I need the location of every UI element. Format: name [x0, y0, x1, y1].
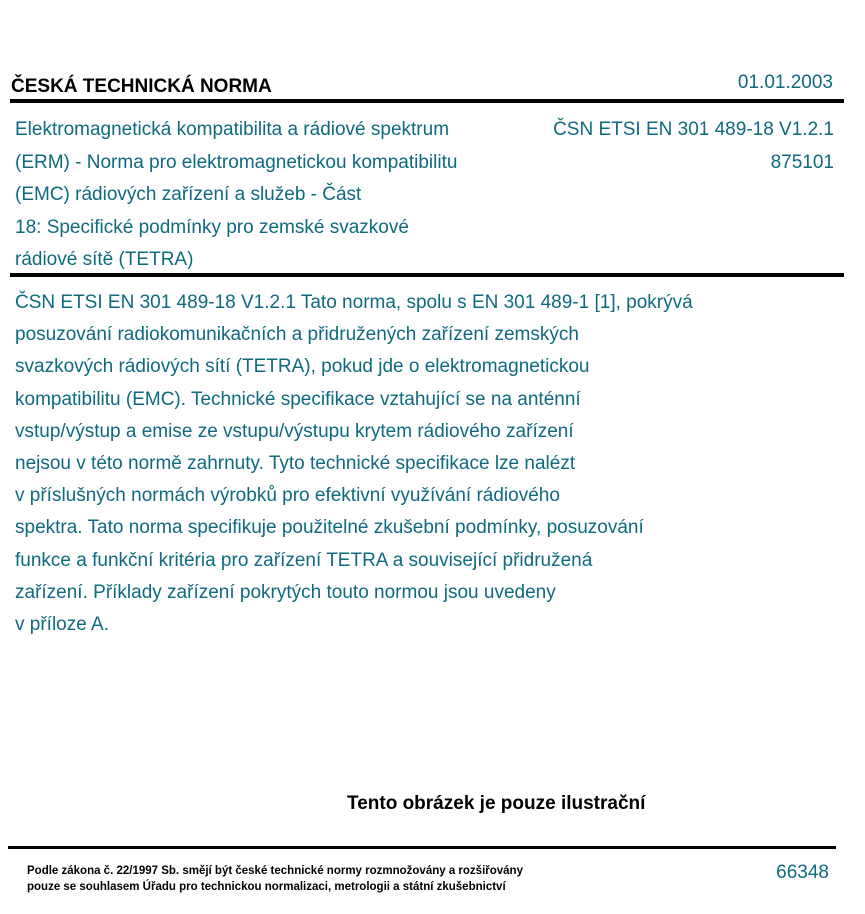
- standard-designation: ČSN ETSI EN 301 489-18 V1.2.1: [553, 119, 834, 140]
- legal-notice-line: Podle zákona č. 22/1997 Sb. smějí být české technické normy rozmnožovány a rozšiřovány: [27, 865, 523, 877]
- abstract-line: kompatibilitu (EMC). Technické specifikace vztahující se na anténní: [15, 388, 581, 410]
- abstract-line: funkce a funkční kritéria pro zařízení TETRA a související přidružená: [15, 549, 593, 571]
- legal-notice-line: pouze se souhlasem Úřadu pro technickou normalizaci, metrologii a státní zkušebnictví: [27, 881, 506, 893]
- standard-identifiers: [553, 114, 834, 179]
- abstract-line: vstup/výstup a emise ze vstupu/výstupu krytem rádiového zařízení: [15, 420, 574, 442]
- abstract-line: v příslušných normách výrobků pro efektivní využívání rádiového: [15, 485, 560, 507]
- abstract-line: v příloze A.: [15, 614, 109, 636]
- footer-divider: [8, 846, 836, 849]
- standard-title-line: (ERM) - Norma pro elektromagnetickou kompatibilitu: [15, 151, 458, 173]
- standard-title-line: rádiové sítě (TETRA): [15, 249, 194, 270]
- header-divider: [10, 99, 844, 103]
- standard-title-line: 18: Specifické podmínky pro zemské svazkové: [15, 216, 409, 238]
- catalog-number: 66348: [776, 862, 829, 883]
- classification-number: 875101: [770, 151, 834, 173]
- abstract-line: ČSN ETSI EN 301 489-18 V1.2.1 Tato norma, spolu s EN 301 489-1 [1], pokrývá: [15, 292, 693, 313]
- abstract-line: zařízení. Příklady zařízení pokrytých touto normou jsou uvedeny: [15, 581, 556, 603]
- illustration-disclaimer: Tento obrázek je pouze ilustrační: [347, 793, 646, 814]
- abstract-line: svazkových rádiových sítí (TETRA), pokud jde o elektromagnetickou: [15, 356, 590, 378]
- abstract-line: nejsou v této normě zahrnuty. Tyto technické specifikace lze nalézt: [15, 453, 576, 475]
- document-header-title: ČESKÁ TECHNICKÁ NORMA: [11, 76, 272, 97]
- standard-title: [15, 114, 515, 277]
- standard-title-line: Elektromagnetická kompatibilita a rádiové spektrum: [15, 119, 450, 140]
- title-divider: [10, 273, 844, 277]
- legal-notice: [27, 863, 523, 895]
- abstract-line: posuzování radiokomunikačních a přidružených zařízení zemských: [15, 324, 579, 346]
- publication-date: 01.01.2003: [737, 72, 833, 93]
- abstract-text: [15, 287, 805, 641]
- standard-title-line: (EMC) rádiových zařízení a služeb - Část: [15, 184, 362, 205]
- abstract-line: spektra. Tato norma specifikuje použitelné zkušební podmínky, posuzování: [15, 517, 644, 539]
